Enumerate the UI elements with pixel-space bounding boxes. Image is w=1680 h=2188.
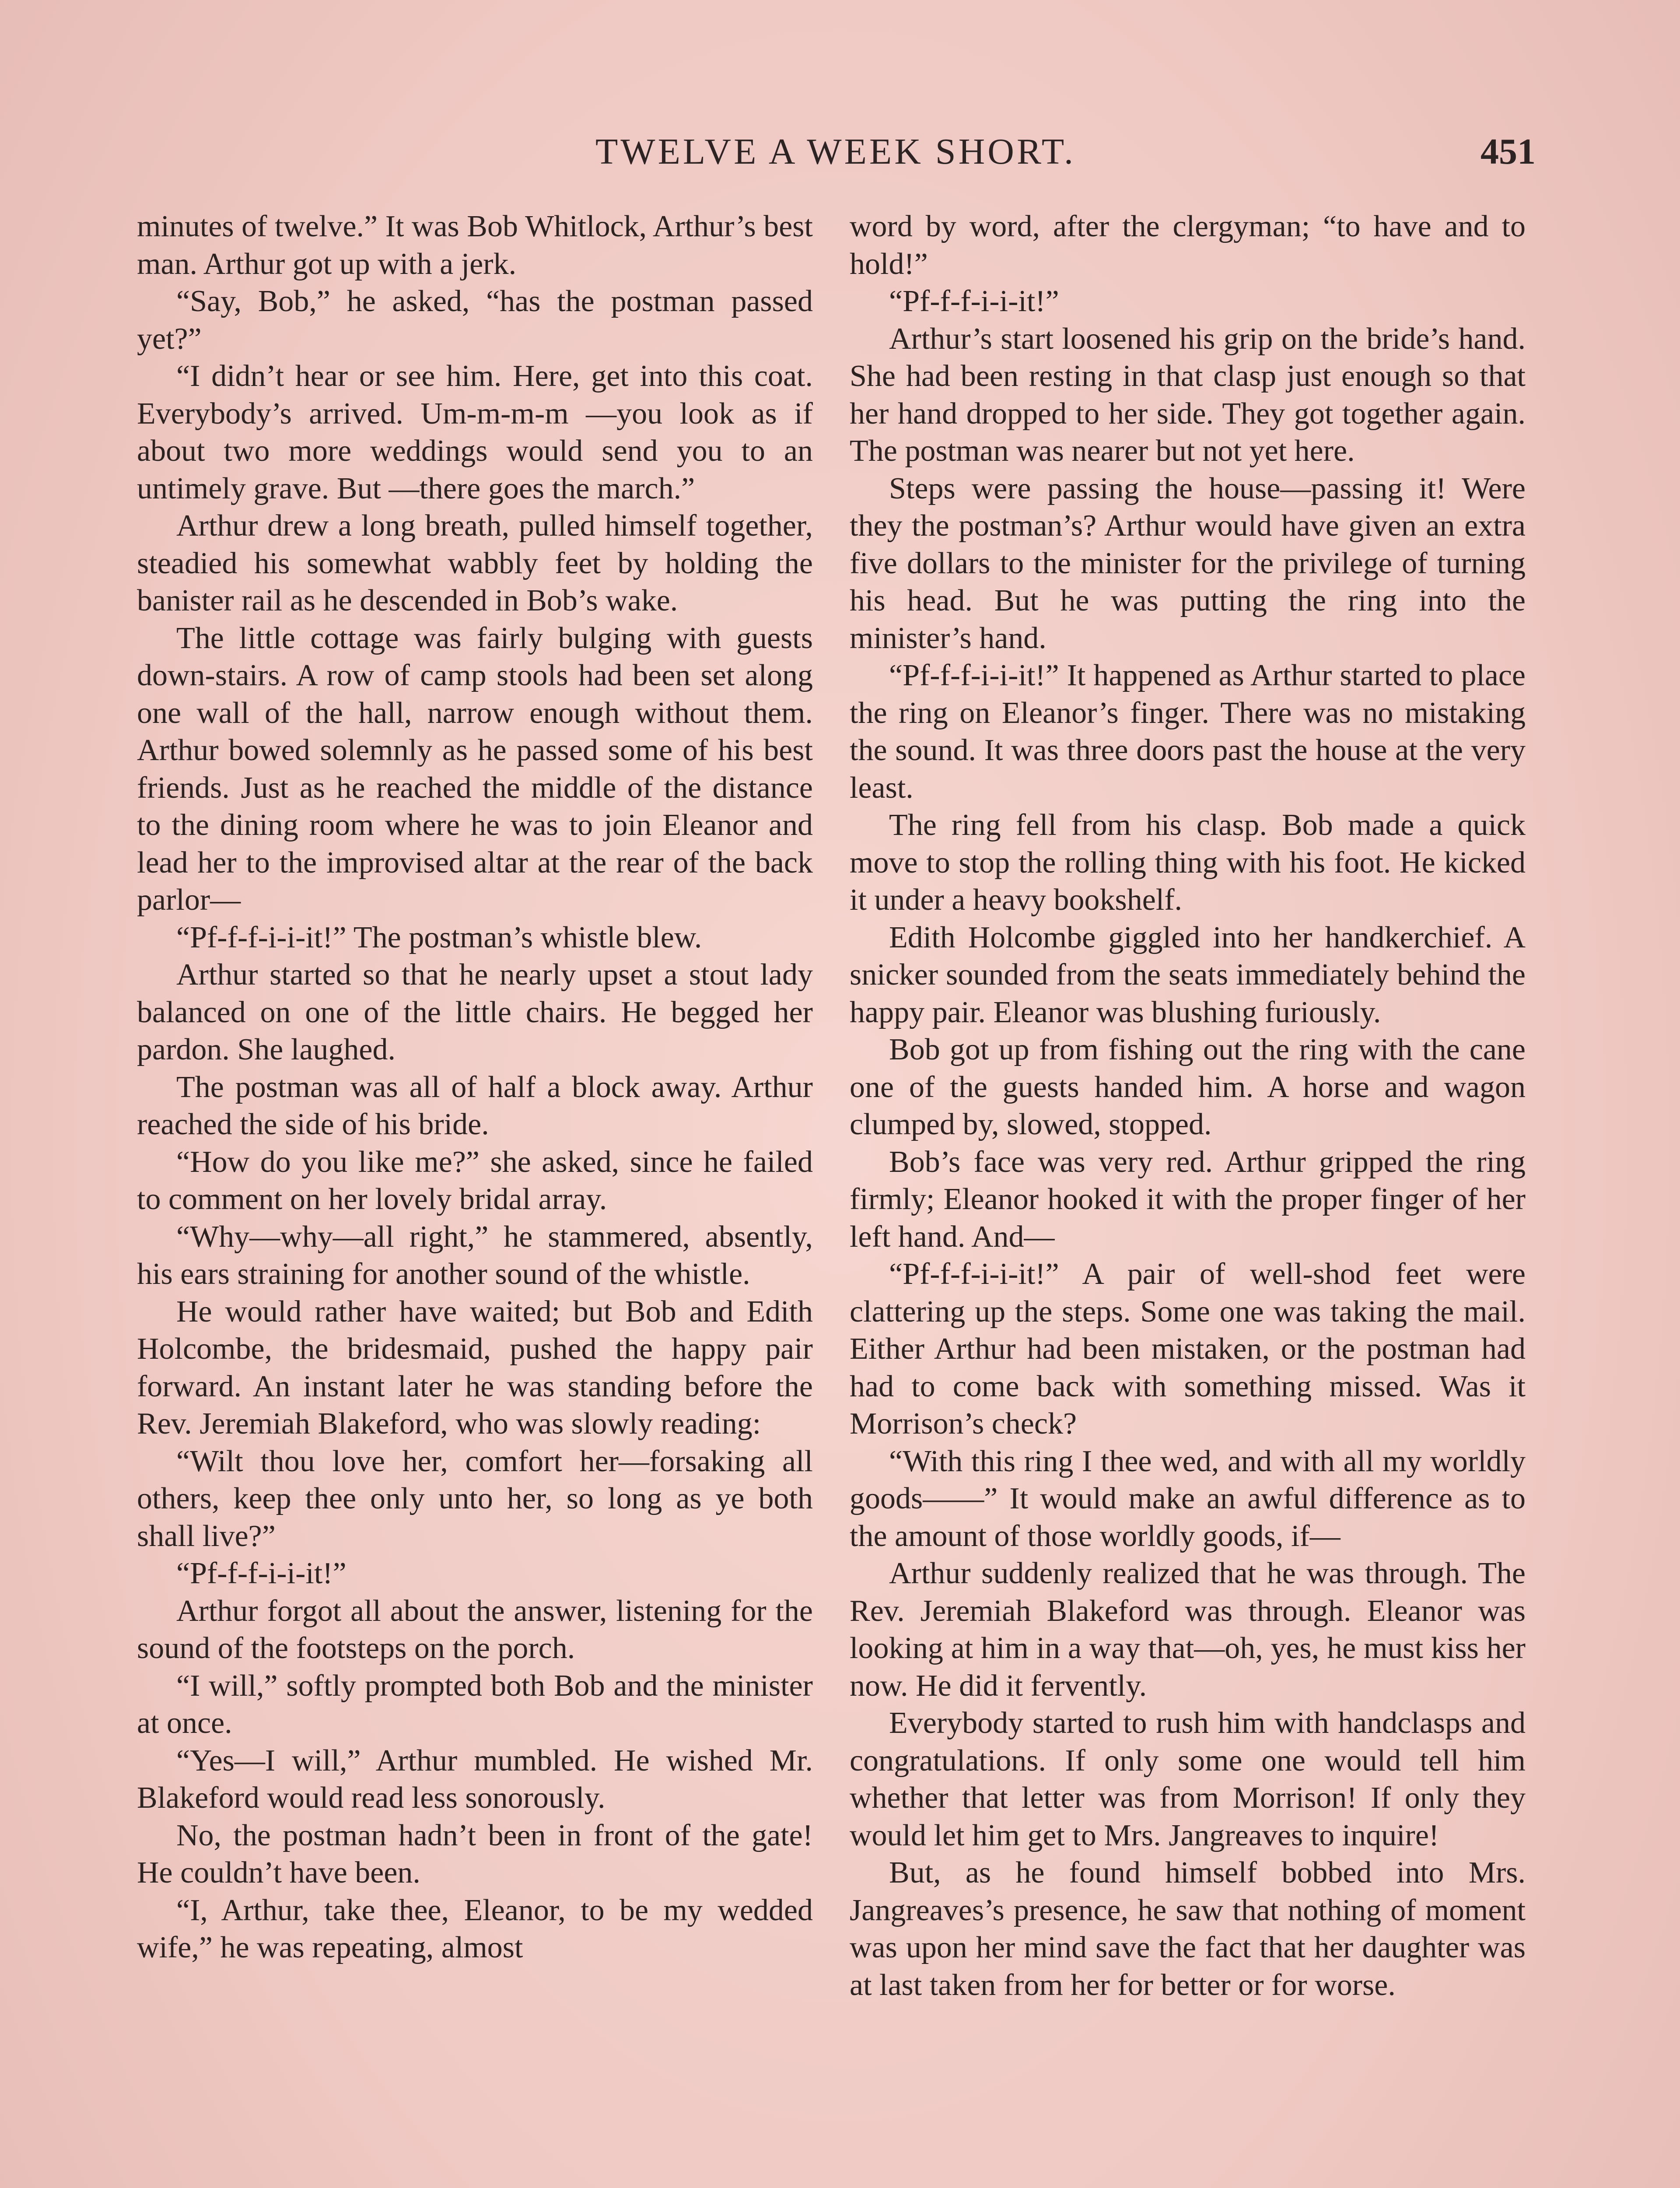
- paragraph: Edith Holcombe giggled into her handkerchief. A snicker sounded from the seats immediately behind the happy pair. Eleanor was blushing furiously.: [850, 920, 1526, 1029]
- paragraph: “With this ring I thee wed, and with all my worldly goods——” It would make an awful difference as to the amount of those worldly goods, if—: [850, 1444, 1526, 1553]
- paragraph: “Pf-f-f-i-i-it!” The postman’s whistle blew.: [176, 920, 702, 954]
- paragraph: Arthur suddenly realized that he was through. The Rev. Jeremiah Blakeford was through. Eleanor was looking at him in a way that—oh, yes, he must kiss her now. He did it fervently.: [850, 1557, 1526, 1703]
- paragraph: He would rather have waited; but Bob and Edith Holcombe, the bridesmaid, pushed the happy pair forward. An instant later he was standing before the Rev. Jeremiah Blakeford, who was slowly reading:: [137, 1294, 813, 1441]
- paragraph: minutes of twelve.” It was Bob Whitlock, Arthur’s best man. Arthur got up with a jerk.: [137, 210, 813, 281]
- left-text-column: [137, 208, 813, 1967]
- paragraph: “I didn’t hear or see him. Here, get into this coat. Everybody’s arrived. Um-m-m-m —you look as if about two more weddings would send you to an untimely grave. But —there goes the march.”: [137, 359, 813, 505]
- paragraph: “How do you like me?” she asked, since he failed to comment on her lovely bridal array.: [137, 1145, 813, 1216]
- paragraph: Bob’s face was very red. Arthur gripped the ring firmly; Eleanor hooked it with the proper finger of her left hand. And—: [850, 1145, 1526, 1254]
- paragraph: Arthur drew a long breath, pulled himself together, steadied his somewhat wabbly feet by holding the banister rail as he descended in Bob’s wake.: [137, 509, 813, 617]
- paragraph: But, as he found himself bobbed into Mrs. Jangreaves’s presence, he saw that nothing of moment was upon her mind save the fact that her daughter was at last taken from her for better or for worse.: [850, 1856, 1526, 2002]
- paragraph: Steps were passing the house—passing it! Were they the postman’s? Arthur would have given an extra five dollars to the minister for the privilege of turning his head. But he was putting the ring into the minister’s hand.: [850, 471, 1526, 655]
- paragraph: Everybody started to rush him with handclasps and congratulations. If only some one would tell him whether that letter was from Morrison! If only they would let him get to Mrs. Jangreaves to inquire!: [850, 1706, 1526, 1852]
- paragraph: No, the postman hadn’t been in front of the gate! He couldn’t have been.: [137, 1818, 813, 1890]
- running-title: TWELVE A WEEK SHORT.: [595, 131, 1076, 172]
- paragraph: “Yes—I will,” Arthur mumbled. He wished Mr. Blakeford would read less sonorously.: [137, 1743, 813, 1815]
- paragraph: “Pf-f-f-i-i-it!” It happened as Arthur started to place the ring on Eleanor’s finger. There was no mistaking the sound. It was three doors past the house at the very least.: [850, 659, 1526, 805]
- right-text-column: [850, 208, 1526, 2004]
- paragraph: “Pf-f-f-i-i-it!” A pair of well-shod feet were clattering up the steps. Some one was taking the mail. Either Arthur had been mistaken, or the postman had had to come back with something missed. Was it Morrison’s check?: [850, 1257, 1526, 1441]
- paragraph: Arthur’s start loosened his grip on the bride’s hand. She had been resting in that clasp just enough so that her hand dropped to her side. They got together again. The postman was nearer but not yet here.: [850, 322, 1526, 468]
- paragraph: “Wilt thou love her, comfort her—forsaking all others, keep thee only unto her, so long as ye both shall live?”: [137, 1444, 813, 1553]
- page-header: [136, 128, 1536, 176]
- paragraph: “I, Arthur, take thee, Eleanor, to be my wedded wife,” he was repeating, almost: [137, 1893, 813, 1964]
- paragraph: Bob got up from fishing out the ring with the cane one of the guests handed him. A horse and wagon clumped by, slowed, stopped.: [850, 1033, 1526, 1141]
- paragraph: “Pf-f-f-i-i-it!”: [176, 1557, 346, 1590]
- paragraph: “Say, Bob,” he asked, “has the postman passed yet?”: [137, 284, 813, 356]
- paragraph: The little cottage was fairly bulging with guests down-stairs. A row of camp stools had been set along one wall of the hall, narrow enough without them. Arthur bowed solemnly as he passed some of his best friends. Just as he reached the middle of the distance to the dining room where he was to join Eleanor and lead her to the improvised altar at the rear of the back parlor—: [137, 621, 813, 917]
- paragraph: “Why—why—all right,” he stammered, absently, his ears straining for another sound of the whistle.: [137, 1220, 813, 1291]
- paragraph: word by word, after the clergyman; “to have and to hold!”: [850, 210, 1526, 281]
- paragraph: The postman was all of half a block away. Arthur reached the side of his bride.: [137, 1070, 813, 1141]
- paragraph: Arthur started so that he nearly upset a stout lady balanced on one of the little chairs. He begged her pardon. She laughed.: [137, 958, 813, 1066]
- page-number: 451: [1480, 131, 1536, 172]
- paragraph: Arthur forgot all about the answer, listening for the sound of the footsteps on the porch.: [137, 1594, 813, 1665]
- paragraph: “Pf-f-f-i-i-it!”: [889, 284, 1059, 318]
- paragraph: The ring fell from his clasp. Bob made a quick move to stop the rolling thing with his foot. He kicked it under a heavy bookshelf.: [850, 808, 1526, 917]
- paragraph: “I will,” softly prompted both Bob and the minister at once.: [137, 1669, 813, 1740]
